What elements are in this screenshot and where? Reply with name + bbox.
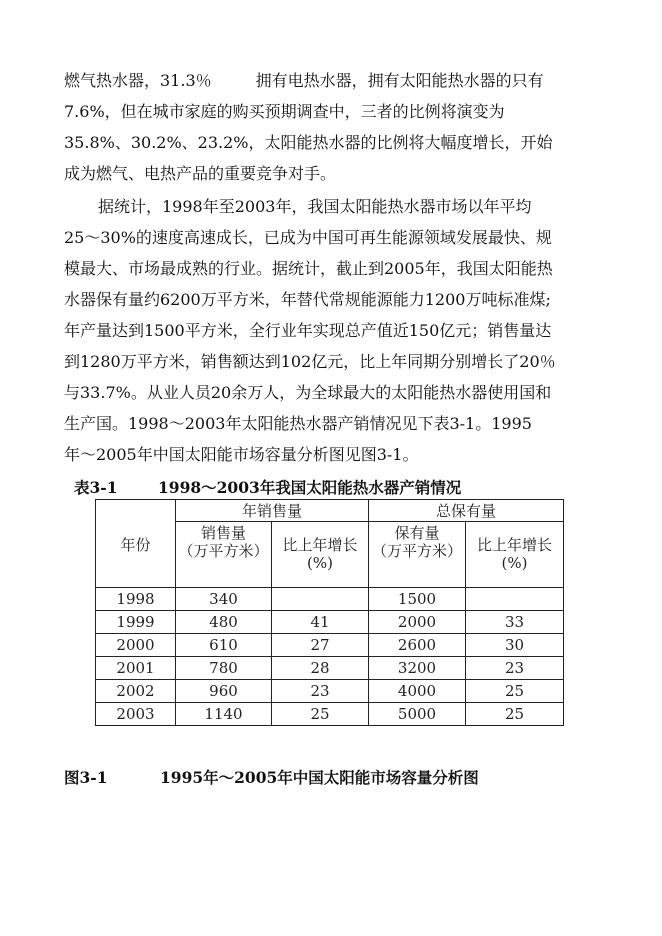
cell-stock: 1500 [369, 588, 466, 611]
paragraph-2-line-5: 年产量达到1500平方米，全行业年实现总产值近150亿元；销售量达 [64, 321, 552, 340]
cell-sales: 960 [176, 680, 272, 703]
cell-sales-growth: 41 [272, 611, 369, 634]
paragraph-2-line-1: 据统计，1998年至2003年，我国太阳能热水器市场以年平均 [98, 197, 532, 216]
table-row [96, 634, 564, 657]
cell-stock: 4000 [369, 680, 466, 703]
cell-year: 2001 [96, 657, 176, 680]
table-row [96, 703, 564, 726]
cell-sales: 1140 [176, 703, 272, 726]
cell-stock-growth: 23 [466, 657, 564, 680]
cell-stock-growth: 33 [466, 611, 564, 634]
cell-stock: 3200 [369, 657, 466, 680]
paragraph-2-line-9: 年～2005年中国太阳能市场容量分析图见图3-1。 [64, 445, 419, 464]
cell-stock: 2600 [369, 634, 466, 657]
table-caption-label: 表3-1 [74, 478, 118, 497]
cell-year: 2003 [96, 703, 176, 726]
text-fragment: 拥有电热水器，拥有太阳能热水器的只有 [255, 71, 544, 90]
table-caption-title: 1998～2003年我国太阳能热水器产销情况 [158, 478, 462, 497]
cell-sales-growth [272, 588, 369, 611]
paragraph-1-line-4: 成为燃气、电热产品的重要竞争对手。 [64, 164, 337, 183]
paragraph-2-line-2: 25～30%的速度高速成长，已成为中国可再生能源领域发展最快、规 [64, 228, 552, 247]
paragraph-1-line-1 [64, 70, 544, 92]
cell-sales: 610 [176, 634, 272, 657]
table-row [96, 657, 564, 680]
paragraph-2-line-8: 生产国。1998～2003年太阳能热水器产销情况见下表3-1。1995 [64, 414, 532, 433]
header-total-stock-group: 总保有量 [369, 500, 564, 522]
cell-sales: 340 [176, 588, 272, 611]
cell-stock-growth: 25 [466, 680, 564, 703]
cell-sales-growth: 23 [272, 680, 369, 703]
figure-caption-title: 1995年～2005年中国太阳能市场容量分析图 [160, 768, 479, 787]
paragraph-2-line-4: 水器保有量约6200万平方米，年替代常规能源能力1200万吨标准煤; [64, 290, 551, 309]
header-year: 年份 [96, 500, 176, 588]
cell-stock: 2000 [369, 611, 466, 634]
cell-year: 2002 [96, 680, 176, 703]
paragraph-2-line-3: 模最大、市场最成熟的行业。据统计，截止到2005年，我国太阳能热 [64, 259, 553, 278]
cell-year: 2000 [96, 634, 176, 657]
table-row [96, 588, 564, 611]
figure-caption-label: 图3-1 [64, 768, 108, 787]
cell-stock: 5000 [369, 703, 466, 726]
cell-sales-growth: 27 [272, 634, 369, 657]
cell-stock-growth [466, 588, 564, 611]
sales-table [95, 499, 564, 726]
header-sales-growth: 比上年增长 (%) [272, 522, 369, 588]
header-stock: 保有量 （万平方米） [369, 522, 466, 588]
paragraph-2-line-7: 与33.7%。从业人员20余万人，为全球最大的太阳能热水器使用国和 [64, 383, 552, 402]
cell-sales-growth: 28 [272, 657, 369, 680]
text-fragment: 燃气热水器，31.3％ [64, 71, 212, 90]
header-stock-growth: 比上年增长 (%) [466, 522, 564, 588]
cell-sales-growth: 25 [272, 703, 369, 726]
header-annual-sales-group: 年销售量 [176, 500, 369, 522]
paragraph-1-line-2: 7.6%，但在城市家庭的购买预期调查中，三者的比例将演变为 [64, 102, 505, 121]
cell-year: 1998 [96, 588, 176, 611]
cell-year: 1999 [96, 611, 176, 634]
header-sales: 销售量 （万平方米） [176, 522, 272, 588]
cell-stock-growth: 25 [466, 703, 564, 726]
paragraph-1-line-3: 35.8%、30.2%、23.2%，太阳能热水器的比例将大幅度增长，开始 [64, 133, 553, 152]
cell-stock-growth: 30 [466, 634, 564, 657]
table-row [96, 611, 564, 634]
paragraph-2-line-6: 到1280万平方米，销售额达到102亿元，比上年同期分别增长了20％ [64, 352, 556, 371]
cell-sales: 780 [176, 657, 272, 680]
cell-sales: 480 [176, 611, 272, 634]
table-row [96, 680, 564, 703]
